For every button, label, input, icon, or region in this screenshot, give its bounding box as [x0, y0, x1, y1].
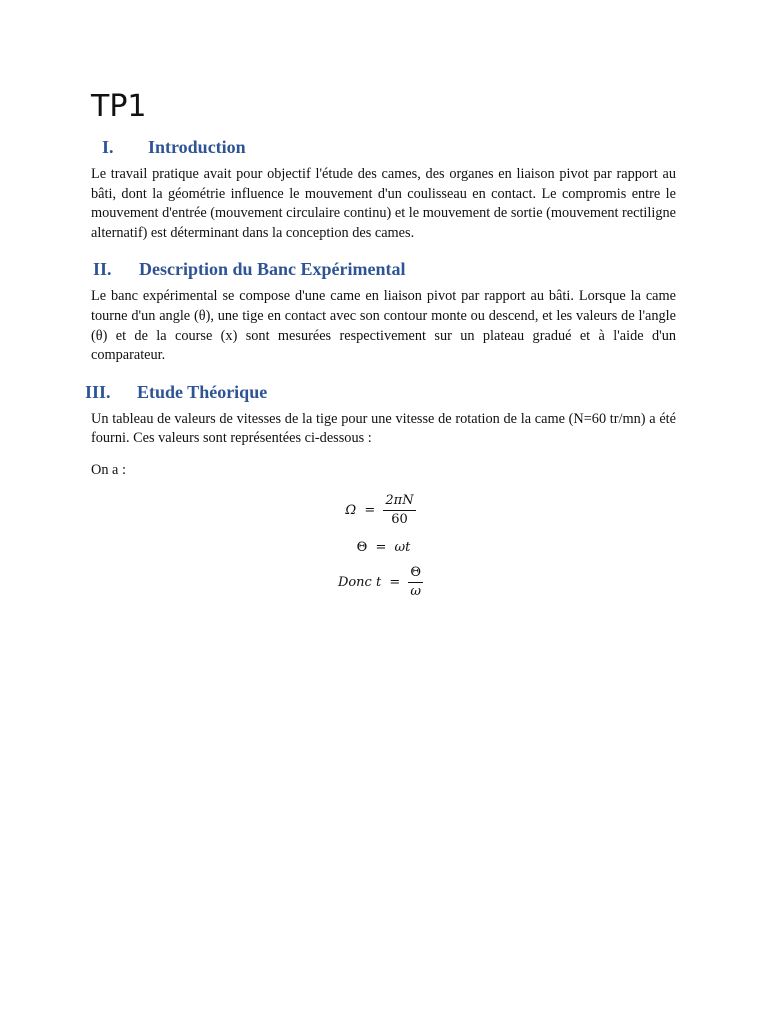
section-title: Description du Banc Expérimental: [139, 259, 406, 280]
fraction-denominator: 60: [391, 511, 408, 527]
equation-lhs: Ω: [345, 502, 357, 518]
section-number: I.: [102, 137, 114, 157]
paragraph-description: Le banc expérimental se compose d'une came en liaison pivot par rapport au bâti. Lorsque la came tourne d'un angle (θ), une tige en contact avec son contour monte ou descend, et les valeurs de l'angle (θ) et de la course (x) sont mesurées respectivement sur un plateau gradué et à l'aide d'un comparateur.: [91, 288, 676, 364]
document-page: [85, 85, 676, 600]
section-title: Introduction: [148, 137, 246, 157]
section-number: III.: [85, 381, 111, 402]
equation-lhs: Θ: [356, 539, 368, 555]
section-heading-description: [91, 257, 676, 281]
paragraph-etude-theorique: Un tableau de valeurs de vitesses de la tige pour une vitesse de rotation de la came (N=60 tr/mn) a été fourni. Ces valeurs sont représentées ci-dessous :: [91, 410, 676, 447]
document-title: TP1: [91, 89, 147, 124]
equation-donc-t: [91, 565, 676, 600]
equation-lhs: Donc t: [337, 574, 382, 590]
section-number: II.: [93, 259, 112, 280]
equation-omega: [91, 493, 676, 528]
fraction: [408, 565, 423, 600]
paragraph-on-a: On a :: [91, 461, 126, 478]
equation-operator: =: [375, 539, 387, 555]
equation-operator: =: [364, 502, 376, 518]
equation-theta: [91, 540, 676, 555]
section-heading-introduction: [91, 135, 676, 159]
paragraph-introduction: Le travail pratique avait pour objectif l'étude des cames, des organes en liaison pivot par rapport au bâti, dont la géométrie influence le mouvement d'un coulisseau en contact. Le compromis entre le mouvement d'entrée (mouvement circulaire continu) et le mouvement de sortie (mouvement rectiligne alternatif) est déterminant dans la conception des cames.: [91, 166, 676, 241]
fraction: [383, 493, 415, 528]
equation-rhs: ωt: [394, 539, 411, 555]
section-heading-etude-theorique: [85, 380, 676, 404]
equation-operator: =: [389, 574, 401, 590]
fraction-numerator: Θ: [408, 565, 423, 583]
section-title: Etude Théorique: [137, 381, 268, 402]
fraction-denominator: ω: [410, 583, 422, 599]
fraction-numerator: 2πN: [383, 493, 415, 511]
